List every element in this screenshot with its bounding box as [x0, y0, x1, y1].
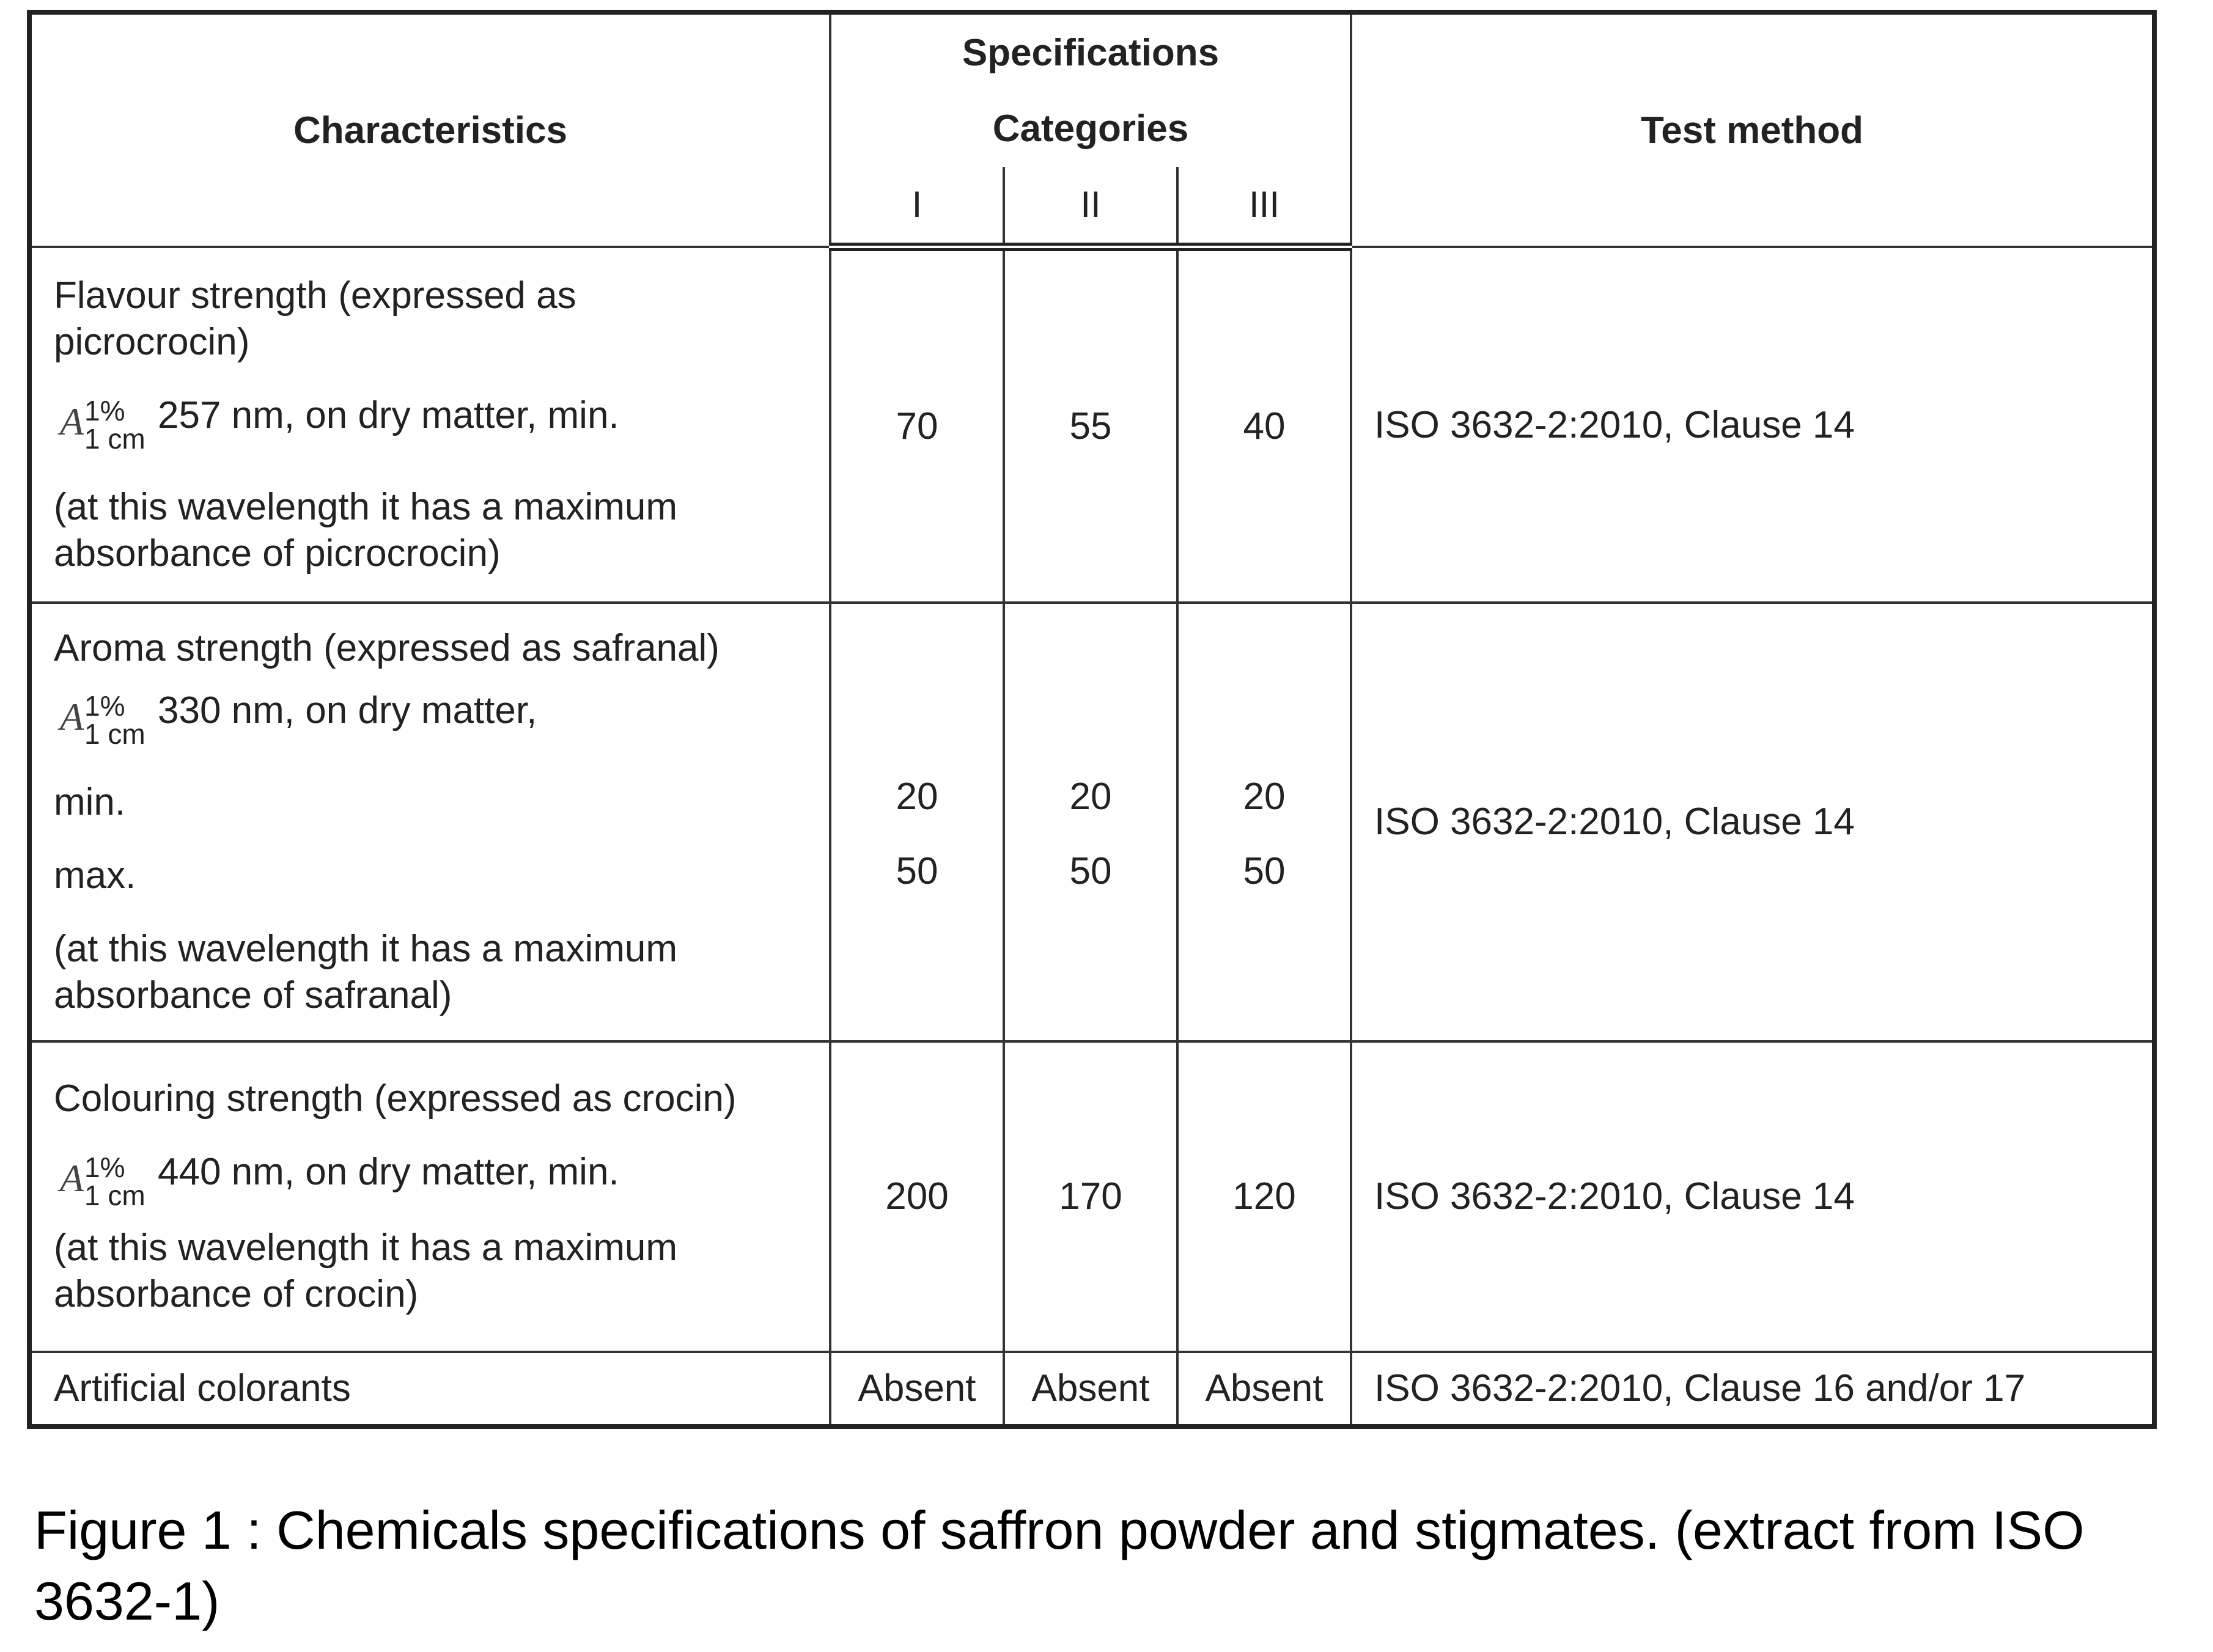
cell-flavour-cat-ii: 55 [1004, 247, 1177, 603]
cell-aroma-test-method: ISO 3632-2:2010, Clause 14 [1351, 603, 2154, 1041]
cell-aroma-cat-i [830, 603, 1004, 1041]
flavour-line1: Flavour strength (expressed as [54, 274, 576, 317]
aroma-spec [54, 688, 829, 750]
cell-flavour-characteristic [29, 247, 830, 603]
header-category-ii: II [1004, 167, 1177, 247]
colouring-note2: absorbance of crocin) [54, 1272, 419, 1315]
aroma-note1: (at this wavelength it has a maximum [54, 927, 677, 970]
absorbance-formula [54, 394, 158, 455]
colouring-note1: (at this wavelength it has a maximum [54, 1226, 677, 1269]
absorbance-formula [54, 689, 158, 750]
table-row-colouring [29, 1041, 2154, 1352]
cell-colorants-cat-i: Absent [830, 1352, 1004, 1426]
cell-colouring-cat-iii: 120 [1177, 1041, 1351, 1352]
table-row-aroma [29, 603, 2154, 1041]
formula-subscript: 1 cm [84, 718, 145, 750]
aroma-max-cat-iii: 50 [1243, 850, 1286, 892]
formula-superscript: 1% [84, 394, 125, 427]
flavour-note1: (at this wavelength it has a maximum [54, 485, 677, 528]
header-specifications: Specifications [830, 12, 1351, 90]
aroma-min-cat-iii: 20 [1243, 775, 1286, 818]
aroma-note2: absorbance of safranal) [54, 974, 452, 1016]
cell-flavour-cat-i: 70 [830, 247, 1004, 603]
cell-flavour-cat-iii: 40 [1177, 247, 1351, 603]
cell-colorants-test-method: ISO 3632-2:2010, Clause 16 and/or 17 [1351, 1352, 2154, 1426]
aroma-max-cat-ii: 50 [1069, 850, 1112, 892]
table-row-colorants [29, 1352, 2154, 1426]
aroma-min-cat-i: 20 [896, 775, 938, 818]
aroma-max-cat-i: 50 [896, 850, 938, 892]
cell-colorants-characteristic: Artificial colorants [29, 1352, 830, 1426]
formula-superscript: 1% [84, 689, 125, 722]
formula-symbol: A [60, 399, 84, 443]
header-test-method: Test method [1351, 12, 2154, 247]
cell-colouring-cat-i: 200 [830, 1041, 1004, 1352]
colouring-spec-text: 440 nm, on dry matter, min. [158, 1151, 619, 1194]
cell-aroma-cat-ii [1004, 603, 1177, 1041]
specifications-table [27, 10, 2157, 1429]
cell-colouring-test-method: ISO 3632-2:2010, Clause 14 [1351, 1041, 2154, 1352]
colouring-line1: Colouring strength (expressed as crocin) [54, 1077, 737, 1120]
aroma-min-label: min. [54, 780, 126, 823]
caption-line2: 3632-1) [34, 1571, 220, 1631]
formula-superscript: 1% [84, 1151, 125, 1183]
formula-subscript: 1 cm [84, 422, 145, 455]
cell-colouring-characteristic [29, 1041, 830, 1352]
absorbance-formula [54, 1151, 158, 1211]
cell-flavour-test-method: ISO 3632-2:2010, Clause 14 [1351, 247, 2154, 603]
aroma-min-cat-ii: 20 [1069, 775, 1112, 818]
cell-colorants-cat-ii: Absent [1004, 1352, 1177, 1426]
figure-caption [34, 1495, 2198, 1637]
header-category-iii: III [1177, 167, 1351, 247]
cell-colorants-cat-iii: Absent [1177, 1352, 1351, 1426]
aroma-line1: Aroma strength (expressed as safranal) [54, 627, 720, 670]
flavour-spec-text: 257 nm, on dry matter, min. [158, 394, 619, 437]
formula-symbol: A [60, 1156, 84, 1200]
caption-line1: Figure 1 : Chemicals specifications of saffron powder and stigmates. (extract from ISO [34, 1500, 2085, 1560]
flavour-note2: absorbance of picrocrocin) [54, 532, 501, 575]
flavour-spec [54, 392, 829, 455]
header-category-i: I [830, 167, 1004, 247]
flavour-line2: picrocrocin) [54, 321, 250, 364]
aroma-spec-text: 330 nm, on dry matter, [158, 689, 537, 732]
aroma-max-label: max. [54, 854, 136, 897]
cell-colouring-cat-ii: 170 [1004, 1041, 1177, 1352]
formula-symbol: A [60, 694, 84, 738]
table-row-flavour [29, 247, 2154, 603]
formula-subscript: 1 cm [84, 1179, 145, 1211]
colouring-spec [54, 1149, 829, 1211]
header-characteristics: Characteristics [29, 12, 830, 247]
header-categories: Categories [830, 90, 1351, 166]
cell-aroma-cat-iii [1177, 603, 1351, 1041]
cell-aroma-characteristic [29, 603, 830, 1041]
specifications-table-container [27, 10, 2152, 1429]
